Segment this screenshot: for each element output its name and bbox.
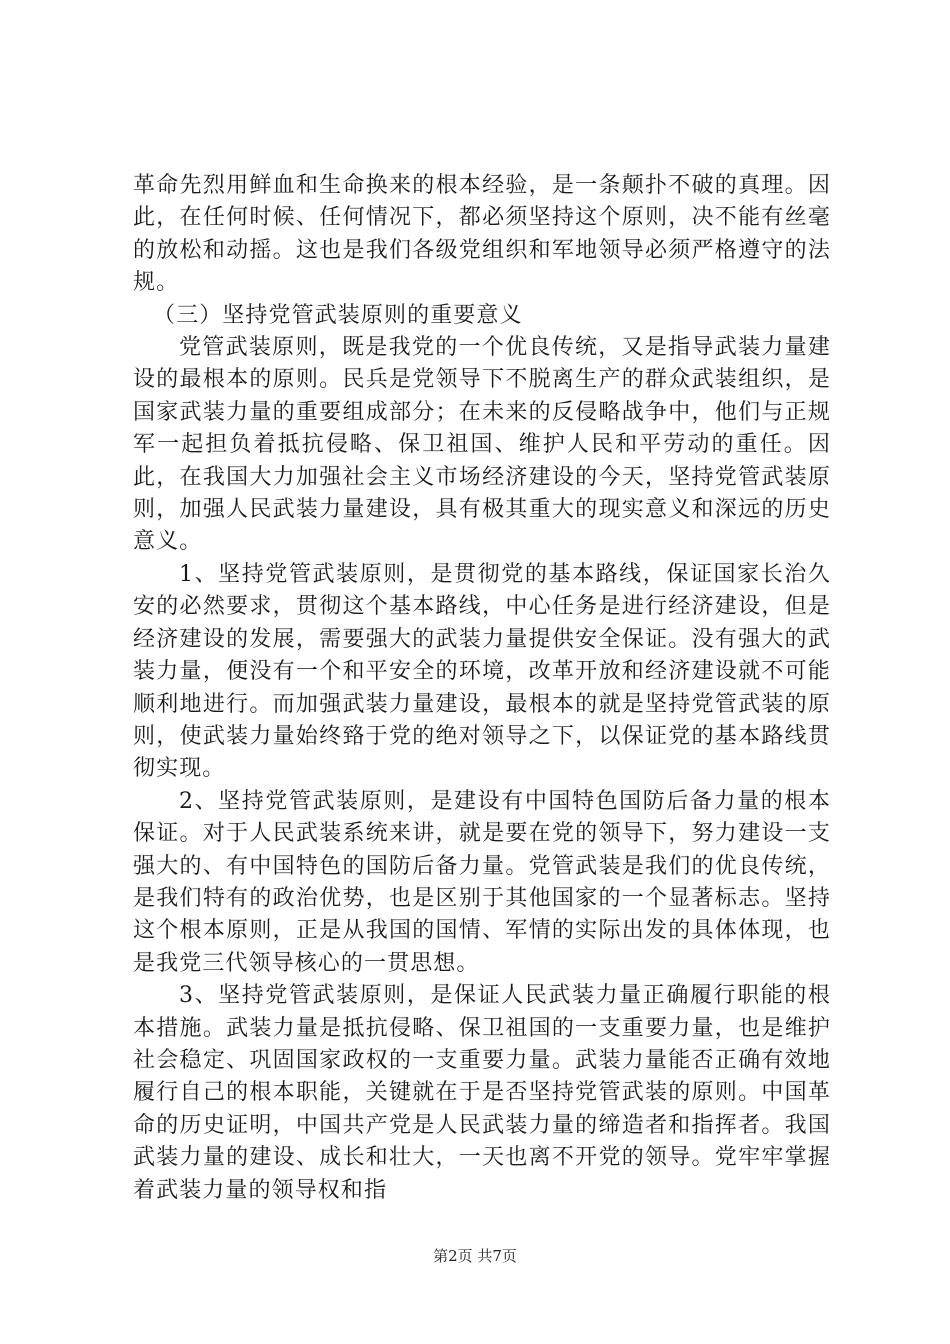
section-heading: （三）坚持党管武装原则的重要意义	[153, 302, 523, 328]
paragraph-continuation: 革命先烈用鲜血和生命换来的根本经验，是一条颠扑不破的真理。因此，在任何时候、任何情况下，都必须坚持这个原则，决不能有丝毫的放松和动摇。这也是我们各级党组织和军地领导必须严格遵守的法规。	[133, 173, 831, 296]
document-body	[133, 170, 831, 1207]
page-footer: 第2页 共7页	[433, 1247, 517, 1265]
paragraph-point-2: 2、坚持党管武装原则，是建设有中国特色国防后备力量的根本保证。对于人民武装系统来讲，就是要在党的领导下，努力建设一支强大的、有中国特色的国防后备力量。党管武装是我们的优良传统，是我们特有的政治优势，也是区别于其他国家的一个显著标志。坚持这个根本原则，正是从我国的国情、军情的实际出发的具体体现，也是我党三代领导核心的一贯思想。	[133, 788, 831, 976]
paragraph-significance: 党管武装原则，既是我党的一个优良传统，又是指导武装力量建设的最根本的原则。民兵是党领导下不脱离生产的群众武装组织，是国家武装力量的重要组成部分；在未来的反侵略战争中，他们与正规军一起担负着抵抗侵略、保卫祖国、维护人民和平劳动的重任。因此，在我国大力加强社会主义市场经济建设的今天，坚持党管武装原则，加强人民武装力量建设，具有极其重大的现实意义和深远的历史意义。	[133, 335, 831, 555]
paragraph-point-3: 3、坚持党管武装原则，是保证人民武装力量正确履行职能的根本措施。武装力量是抵抗侵略、保卫祖国的一支重要力量，也是维护社会稳定、巩固国家政权的一支重要力量。武装力量能否正确有效地履行自己的根本职能，关键就在于是否坚持党管武装的原则。中国革命的历史证明，中国共产党是人民武装力量的缔造者和指挥者。我国武装力量的建设、成长和壮大，一天也离不开党的领导。党牢牢掌握着武装力量的领导权和指	[133, 983, 831, 1203]
paragraph-point-1: 1、坚持党管武装原则，是贯彻党的基本路线，保证国家长治久安的必然要求，贯彻这个基本路线，中心任务是进行经济建设，但是经济建设的发展，需要强大的武装力量提供安全保证。没有强大的武装力量，便没有一个和平安全的环境，改革开放和经济建设就不可能顺利地进行。而加强武装力量建设，最根本的就是坚持党管武装的原则，使武装力量始终臵于党的绝对领导之下，以保证党的基本路线贯彻实现。	[133, 561, 831, 782]
